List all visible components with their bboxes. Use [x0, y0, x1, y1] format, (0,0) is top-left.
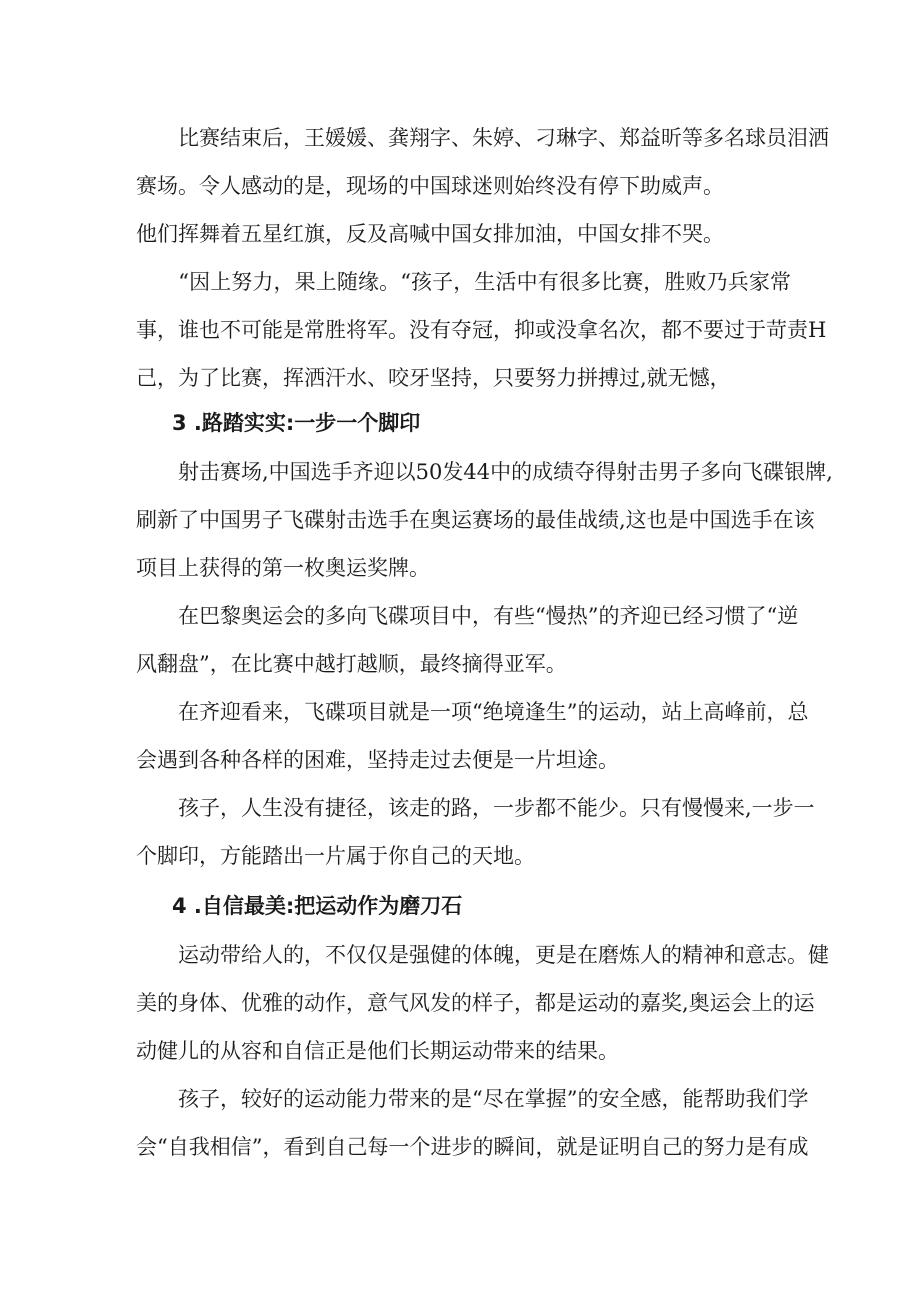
section-heading-4: 4 .自信最美:把运动作为磨刀石: [172, 894, 463, 918]
paragraph-match-end: [136, 114, 829, 210]
text-line: 项目上获得的第一枚奥运奖牌。: [136, 556, 430, 580]
paragraph-comeback: [136, 592, 799, 688]
text-line: 事，谁也不可能是常胜将军。没有夺冠，抑或没拿名次，都不要过于苛责H: [136, 318, 827, 342]
text-line: 会“自我相信”，看到自己每一个进步的瞬间，就是证明自己的努力是有成: [136, 1135, 809, 1159]
paragraph-sports-benefits: [136, 931, 829, 1075]
paragraph-no-shortcut: [136, 784, 815, 880]
paragraph-adversity: [136, 688, 809, 784]
text-line: 运动带给人的，不仅仅是强健的体魄，更是在磨炼人的精神和意志。健: [136, 943, 829, 967]
text-line: 刷新了中国男子飞碟射击选手在奥运赛场的最佳战绩,这也是中国选手在该: [136, 508, 815, 532]
text-line: 孩子，较好的运动能力带来的是“尽在掌握”的安全感，能帮助我们学: [136, 1087, 809, 1111]
text-line: 美的身体、优雅的动作，意气风发的样子，都是运动的嘉奖,奥运会上的运: [136, 991, 815, 1015]
text-line: 他们挥舞着五星红旗，反及高喊中国女排加油，中国女排不哭。: [136, 222, 724, 246]
text-line: 在齐迎看来，飞碟项目就是一项“绝境逢生”的运动，站上高峰前，总: [136, 700, 809, 724]
text-line: 己，为了比赛，挥洒汗水、咬牙坚持，只要努力拼搏过,就无憾，: [136, 366, 731, 390]
text-line: 射击赛场,中国选手齐迎以50发44中的成绩夺得射击男子多向飞碟银牌,: [136, 460, 833, 484]
text-line: 个脚印，方能踏出一片属于你自己的天地。: [136, 844, 535, 868]
paragraph-self-confidence: [136, 1075, 809, 1171]
section-heading-3: 3 .路踏实实:一步一个脚印: [172, 411, 421, 435]
text-line: 比赛结束后，王媛媛、龚翔字、朱婷、刁琳字、郑益昕等多名球员泪洒: [136, 126, 829, 150]
text-line: 在巴黎奥运会的多向飞碟项目中，有些“慢热”的齐迎已经习惯了“逆: [136, 604, 799, 628]
paragraph-effort-luck: [136, 258, 827, 402]
text-line: 孩子，人生没有捷径，该走的路，一步都不能少。只有慢慢来,一步一: [136, 796, 815, 820]
text-line: 动健儿的从容和自信正是他们长期运动带来的结果。: [136, 1039, 619, 1063]
text-line: 风翻盘”，在比赛中越打越顺，最终摘得亚军。: [136, 652, 567, 676]
text-line: 赛场。令人感动的是，现场的中国球迷则始终没有停下助威声。: [136, 174, 724, 198]
paragraph-fans-cheer: [136, 210, 791, 258]
paragraph-shooting-silver: [136, 448, 833, 592]
text-line: “因上努力，果上随缘。“孩子，生活中有很多比赛，胜败乃兵家常: [136, 270, 791, 294]
text-line: 会遇到各种各样的困难，坚持走过去便是一片坦途。: [136, 748, 619, 772]
